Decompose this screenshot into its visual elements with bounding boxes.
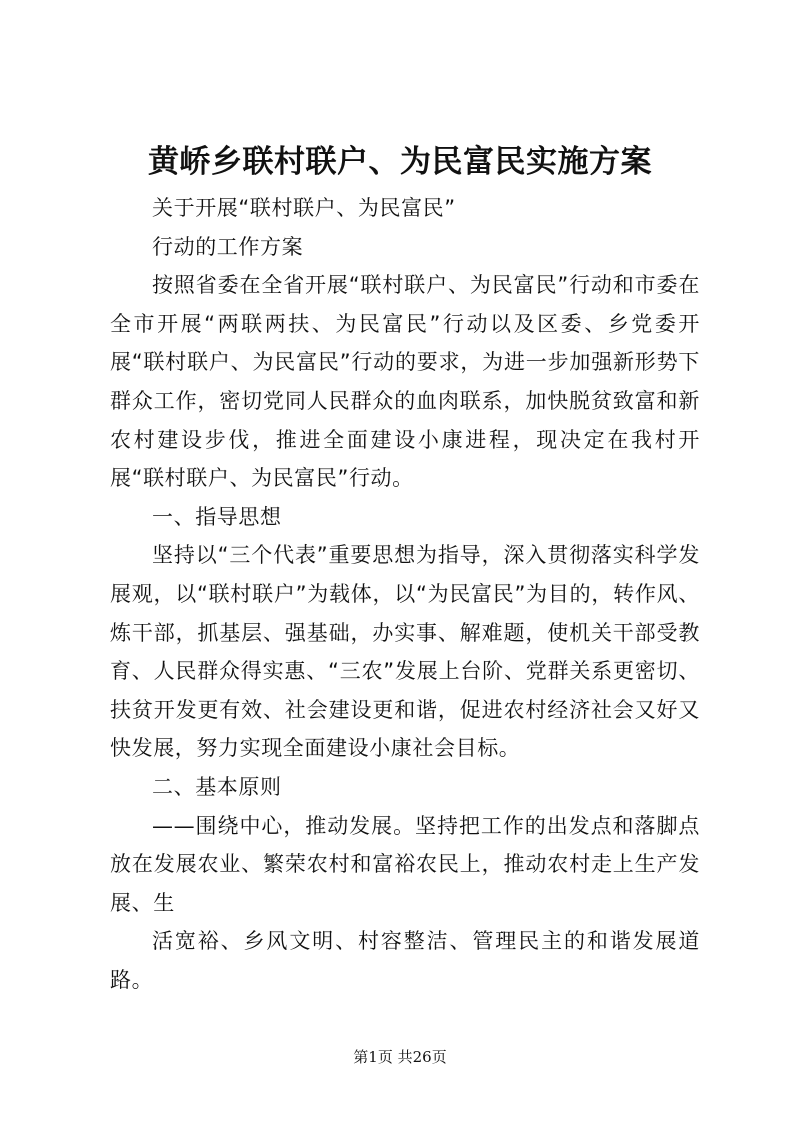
heading-basic-principles: 二、基本原则 [152,774,282,799]
paragraph-subtitle-1: 关于开展“联村联户、为民富民” [152,196,456,220]
document-title: 黄峤乡联村联户、为民富民实施方案 [148,144,652,180]
page-number: 第1页 共26页 [353,1048,447,1066]
paragraph-intro: 按照省委在全省开展“联村联户、为民富民”行动和市委在全市开展“两联两扶、为民富民”行动以及区委、乡党委开展“联村联户、为民富民”行动的要求，为进一步加强新形势下群众工作，密切党同人民群众的血肉联系，加快脱贫致富和新农村建设步伐，推进全面建设小康进程，现决定在我村开展“联村联户、为民富民”行动。 [110,273,700,491]
paragraph-subtitle-2: 行动的工作方案 [152,234,304,259]
paragraph-principle-1-cont: 活宽裕、乡风文明、村容整洁、管理民主的和谐发展道路。 [110,929,700,992]
paragraph-guiding-ideology: 坚持以“三个代表”重要思想为指导，深入贯彻落实科学发展观，以“联村联户”为载体，以“为民富民”为目的，转作风、炼干部，抓基层、强基础，办实事、解难题，使机关干部受教育、人民群众得实惠、“三农”发展上台阶、党群关系更密切、扶贫开发更有效、社会建设更和谐，促进农村经济社会又好又快发展，努力实现全面建设小康社会目标。 [110,543,700,761]
paragraph-principle-1: ——围绕中心，推动发展。坚持把工作的出发点和落脚点放在发展农业、繁荣农村和富裕农民上，推动农村走上生产发展、生 [110,813,700,915]
document-body [110,189,700,999]
heading-guiding-ideology: 一、指导思想 [152,504,282,529]
